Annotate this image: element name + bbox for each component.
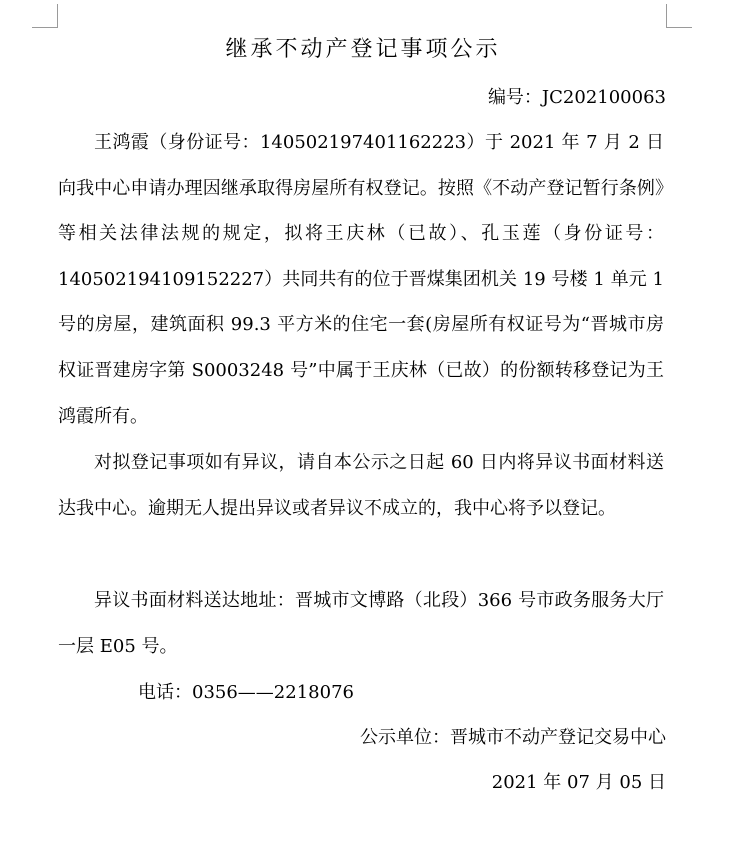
notice-paragraph-application: 王鸿霞（身份证号：140502197401162223）于 2021 年 7 月 2 日向我中心申请办理因继承取得房屋所有权登记。按照《不动产登记暂行条例》等相关法律法规的规定，拟将王庆林（已故）、孔玉莲（身份证号：140502194109152227）共同共有的位于晋煤集团机关 19 号楼 1 单元 1 号的房屋，建筑面积 99.3 平方米的住宅一套(房屋所有权证号为“晋城市房权证晋建房字第 S0003248 号”中属于王庆林（已故）的份额转移登记为王鸿霞所有。 [58, 132, 664, 427]
crop-mark-top-right-vertical [666, 4, 667, 28]
notice-paragraph-objection: 对拟登记事项如有异议，请自本公示之日起 60 日内将异议书面材料送达我中心。逾期无人提出异议或者异议不成立的，我中心将予以登记。 [58, 452, 664, 519]
notice-date: 2021 年 07 月 05 日 [491, 772, 666, 793]
contact-phone: 电话：0356——2218076 [138, 682, 354, 703]
publisher-unit: 公示单位：晋城市不动产登记交易中心 [360, 727, 666, 748]
crop-mark-top-left-vertical [57, 4, 58, 28]
notice-paragraph-address: 异议书面材料送达地址：晋城市文博路（北段）366 号市政务服务大厅一层 E05 号。 [58, 590, 664, 657]
crop-mark-top-right-horizontal [666, 27, 692, 28]
notice-number: 编号：JC202100063 [487, 87, 666, 108]
crop-mark-top-left-horizontal [32, 27, 58, 28]
notice-title: 继承不动产登记事项公示 [225, 37, 501, 62]
